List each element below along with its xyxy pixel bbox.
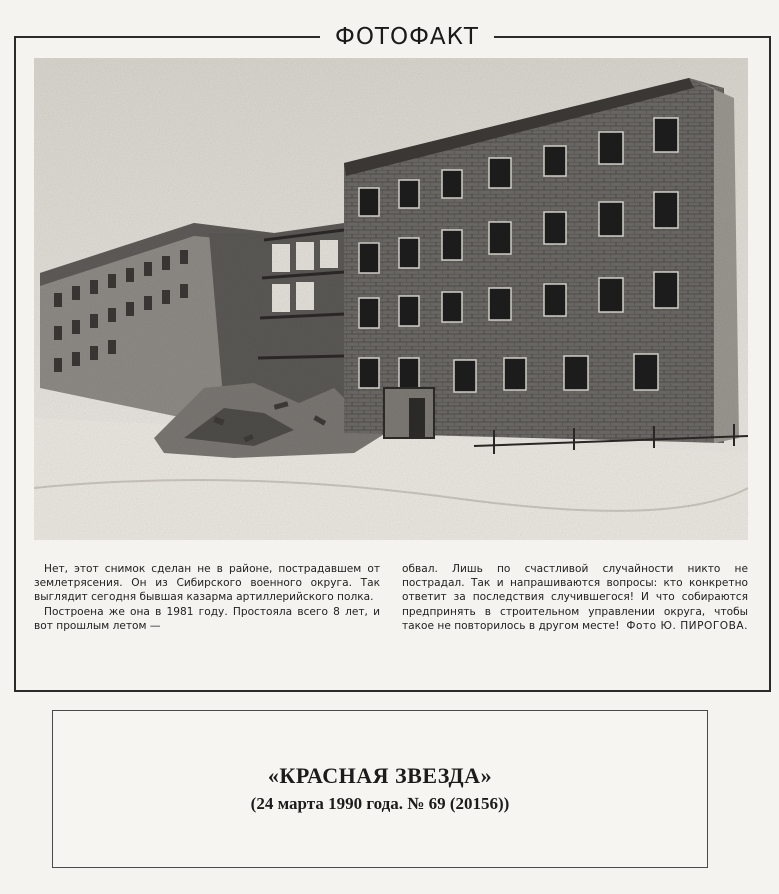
caption-paragraph-3: обвал. Лишь по счастливой случайности никто не пострадал. Так и напрашиваются вопросы: кто конкретно ответит за последствия случившегося! И что собираются предпринять в строительном управлении округа, чтобы такое не повторилось в другом месте! [402, 563, 748, 632]
caption-column-1 [34, 562, 380, 682]
caption-paragraph-1: Нет, этот снимок сделан не в районе, пострадавшем от землетрясения. Он из Сибирского военного округа. Так выглядит сегодня бывшая казарма артиллерийского полка. [34, 563, 380, 604]
rubric-heading: ФОТОФАКТ [335, 24, 479, 50]
caption-column-2 [402, 562, 748, 682]
photo-caption [34, 562, 748, 682]
newspaper-title: «КРАСНАЯ ЗВЕЗДА» [267, 763, 493, 788]
barracks-photo-illustration [34, 58, 748, 540]
news-photo [34, 58, 748, 540]
photo-credit: Фото Ю. ПИРОГОВА. [626, 620, 748, 633]
source-box [52, 710, 708, 868]
caption-paragraph-2: Построена же она в 1981 году. Простояла всего 8 лет, и вот прошлым летом — [34, 605, 380, 632]
issue-reference: (24 марта 1990 года. № 69 (20156)) [250, 794, 510, 813]
